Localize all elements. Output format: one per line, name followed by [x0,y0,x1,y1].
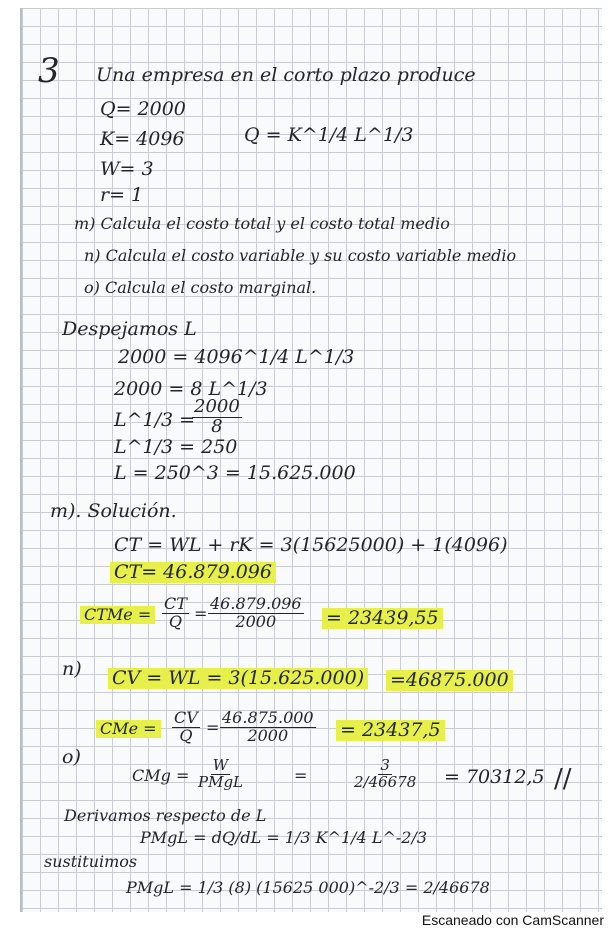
ctme-lhs: CTMe = [80,606,155,624]
cmg-result: = 70312,5 [444,766,545,788]
ctme-fraction-1 [162,596,189,631]
solve-fraction [192,398,242,437]
cv-result: =46875.000 [386,670,513,691]
fraction-numerator: 2000 [194,396,240,417]
fraction-numerator: W [212,756,229,774]
given-r: r= 1 [100,184,144,206]
part-o-label: o) [62,746,81,768]
cvme-fraction-2 [220,710,316,745]
solve-frac-lhs: L^1/3 = [114,409,196,431]
task-o: o) Calcula el costo marginal. [84,278,317,297]
cmg-lhs: CMg = [132,766,190,785]
ct-formula: CT = WL + rK = 3(15625000) + 1(4096) [114,534,508,556]
double-slash-mark: // [554,764,572,794]
notebook-page [20,8,602,912]
part-n-label: n) [62,658,82,680]
fraction-numerator: CT [164,594,187,613]
cmg-fraction-2 [352,758,418,791]
fraction-denominator: Q [179,725,193,745]
fraction-denominator: 2000 [235,611,277,631]
problem-heading: Una empresa en el corto plazo produce [96,64,476,86]
given-k: K= 4096 [100,128,185,150]
derive-heading: Derivamos respecto de L [64,806,267,825]
fraction-numerator: 3 [380,756,390,774]
fraction-numerator: 46.879.096 [210,594,302,613]
fraction-numerator: CV [174,708,198,727]
given-w: W= 3 [100,158,154,180]
equals-sign: = [206,718,220,737]
ct-result: CT= 46.879.096 [110,562,276,583]
solve-line-3: L^1/3 = 250 [114,436,238,458]
pmg-formula: PMgL = dQ/dL = 1/3 K^1/4 L^-2/3 [140,828,428,847]
cvme-fraction-1 [172,710,200,745]
task-m: m) Calcula el costo total y el costo total medio [74,214,450,233]
equals-sign: = [294,766,308,785]
cvme-result: = 23437,5 [336,720,445,741]
equals-sign: = [194,604,208,623]
subst-heading: sustituimos [44,852,138,871]
fraction-denominator: PMgL [198,772,244,791]
fraction-denominator: 2000 [247,725,289,745]
part-m-label: m). Solución. [50,500,177,522]
solve-line-1: 2000 = 4096^1/4 L^1/3 [118,346,355,368]
cmg-fraction-1 [196,758,245,791]
fraction-denominator: 2/46678 [354,772,417,791]
production-function: Q = K^1/4 L^1/3 [244,124,414,146]
fraction-denominator: Q [168,611,183,631]
solve-heading: Despejamos L [62,318,197,340]
solve-line-4: L = 250^3 = 15.625.000 [114,462,356,484]
problem-number: 3 [38,51,60,91]
task-n: n) Calcula el costo variable y su costo variable medio [84,246,517,265]
cvme-lhs: CMe = [96,720,161,738]
ctme-fraction-2 [208,596,304,631]
cv-formula: CV = WL = 3(15.625.000) [108,668,368,689]
scanner-watermark: Escaneado con CamScanner [421,912,604,928]
pmg-substitution: PMgL = 1/3 (8) (15625 000)^-2/3 = 2/46678 [126,878,490,897]
fraction-numerator: 46.875.000 [222,708,314,727]
ctme-result: = 23439,55 [322,608,443,629]
given-q: Q= 2000 [100,98,186,120]
fraction-denominator: 8 [211,415,223,437]
solve-line-2: 2000 = 8 L^1/3 [114,378,268,400]
